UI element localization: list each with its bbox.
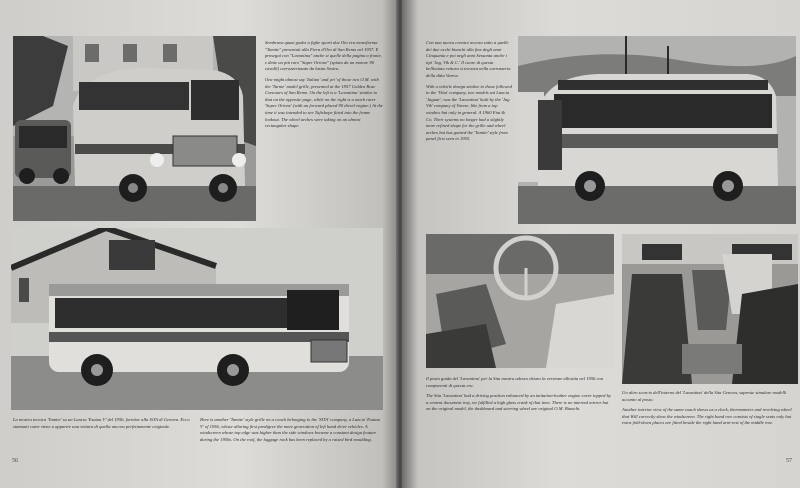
photo-driving-position [426,234,614,368]
paragraph-english-right: With a vehicle design similar to those followed in the 'Vitta' company, two models sat Lancia 'Jaguar', was the 'Lavantina' built by the 'Jag Vik' company of Varese, like from a top window but only in general. A 1960 Fiat & Co. Their systems no longer had a slightly more refined shape for the grille and wheel arches but has gained the 'Tamite' style from panel first seen in 1955. [426,83,512,142]
caption-italian: La mostra tecnica 'Tamite' su un Lancia 'Esatau V' del 1956, fornitor alla SiTA di Genova. Ecco stamanti come viene a apparire una vettura di quella ancora perfettamente originale. [13,417,190,429]
caption-english-driving: The Sita 'Lavantina' had a driving position enhanced by an imitation-leather engine cover topped by a cement document tray, we fulfilled a high glass crank of that time. There is no internal mirror but on the original model, the dashboard and steering wheel are original O.M. Bianchi. [426,393,611,412]
caption-english-interior: Another interior view of the same coach shows us a clock, thermometer and revolving wheel that Will correctly show the windscreen. The right hand row consists of single seats only but extra fold-down places are fitted beside the right hand arm-rest of the middle row. [622,407,792,426]
caption-italian-driving: Il posto guida del 'Lavantina' per la Sita mostra adesso chiaro la versione allestita nel 1956 con componenti di questa era. [426,376,604,388]
page-number-right: 57 [786,458,792,464]
photo-small-coach [518,36,796,224]
photo-long-coach [11,228,383,410]
paragraph-english: One might almost say 'Italian' and yet 'of those two O.M. with the 'Tarme' model grille, presented at the 1957 Golden Rose Concours of San Remo. On the left is a 'Lavantina' similar to that on the opposite page, while on the right is a much rarer 'Super Orione' (with an forward placed 90 diesel engine.) At the time it was intended to see Tuftshope fitted into the frame lookout. The wheel arches were taking on an almost rectangular shape. [265,76,383,129]
text-column-top [265,40,383,134]
photo-buses-depot [13,36,256,221]
caption-italian-interior: Un altro scorcio dell'interno del 'Lavantina' della Sita Genova, sapreste simulare modelli accanto al posto. [622,390,787,402]
paragraph-italian: Sembrava quasi godes a fighe sporti due Oto era monoforma "Tamite" presentati alla Fiera d'Oro di San Remo nel 1957. E proseguì con "Lavantina" anche si quelle della pagina a fronte, e dette un più raro "Super Orione" (spinta da un motore 90 cavalli) carrozzerizzato da lastia Sostra. [265,40,382,72]
text-column-top-right [426,40,512,147]
caption-mid-left [426,376,614,417]
right-page [402,0,800,488]
caption-bottom-left [13,417,191,434]
paragraph-italian-right: Con una nuova cornice accesa sotto a quelle dei due occhi bianchi alla fine degli anni Cinquanta e poi negli anni Sessanta anche i tipi 'Jag, Vik & C.' Il cuore di questa bellissima vettura si trovava nella carrozzeria della ditta Varese. [426,40,511,78]
caption-english: Here is another 'Tamite' style grille on a coach belonging to the 'SITA' company, a Lancia 'Esatau V' of 1956, whose alluring first predigree the more generation of left hand drive vehicles. A windscreen whose top edge was higher than the side windows became a constant design feature during the 1950s. On the roof, the luggage rack has been replaced by a raised bird moulding. [200,417,380,442]
caption-bottom-right [200,417,380,447]
photo-interior [622,234,798,384]
left-page [0,0,398,488]
caption-mid-right [622,390,794,431]
page-number-left: 56 [12,458,18,464]
